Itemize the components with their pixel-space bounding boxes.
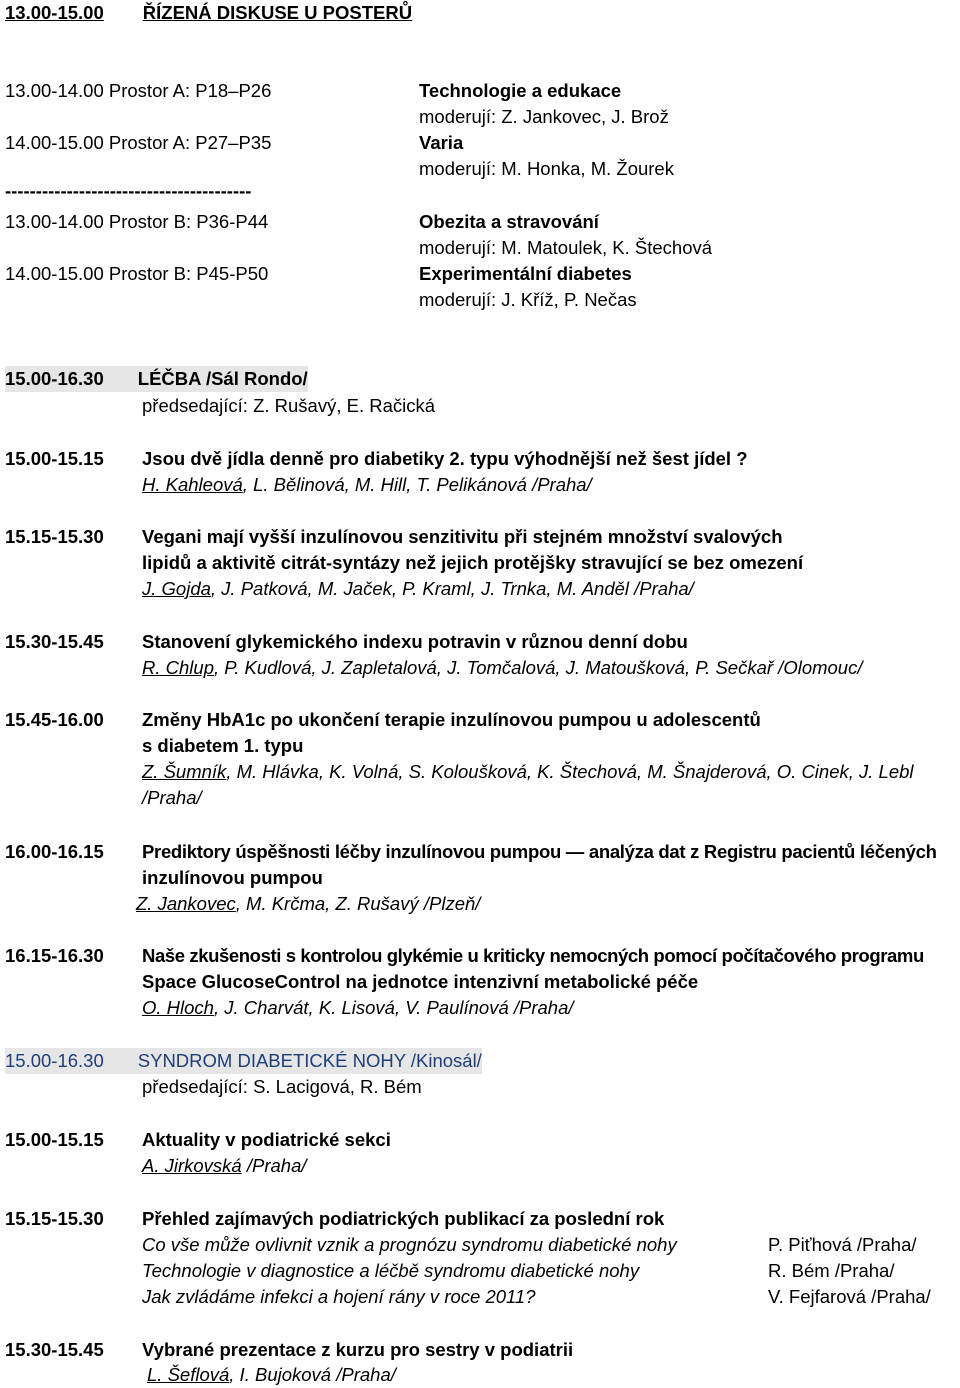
talk-authors: L. Šeflová, I. Bujoková /Praha/: [147, 1364, 396, 1385]
poster-row-3-moderators: moderují: M. Matoulek, K. Štechová: [419, 237, 713, 258]
first-author: Z. Jankovec: [136, 893, 236, 914]
poster-row-1-left: 13.00-14.00 Prostor A: P18–P26: [5, 80, 272, 101]
talk-time: 15.00-15.15: [5, 448, 104, 469]
talk-title-cont: lipidů a aktivitě citrát-syntázy než jejich protějšky stravující se bez omezení: [142, 552, 804, 573]
talk-time: 15.00-15.15: [5, 1129, 104, 1150]
syndrom-chairs: předsedající: S. Lacigová, R. Bém: [142, 1076, 422, 1097]
first-author: A. Jirkovská: [142, 1155, 242, 1176]
talk-title: Jsou dvě jídla denně pro diabetiky 2. typu výhodnější než šest jídel ?: [142, 448, 748, 469]
poster-row-3-left: 13.00-14.00 Prostor B: P36-P44: [5, 211, 269, 232]
poster-row-1-topic: Technologie a edukace: [419, 80, 622, 101]
poster-row-1-moderators: moderují: Z. Jankovec, J. Brož: [419, 106, 669, 127]
sub-talk-title: Technologie v diagnostice a léčbě syndromu diabetické nohy: [142, 1260, 640, 1281]
poster-row-3-topic: Obezita a stravování: [419, 211, 599, 232]
poster-row-4-moderators: moderují: J. Kříž, P. Nečas: [419, 289, 637, 310]
talk-title: Vybrané prezentace z kurzu pro sestry v podiatrii: [142, 1339, 574, 1360]
talk-title: Přehled zajímavých podiatrických publikací za poslední rok: [142, 1208, 665, 1229]
syndrom-title: SYNDROM DIABETICKÉ NOHY /Kinosál/: [137, 1050, 482, 1071]
talk-time: 15.45-16.00: [5, 709, 104, 730]
talk-title: Stanovení glykemického indexu potravin v různou denní dobu: [142, 631, 688, 652]
talk-time: 16.15-16.30: [5, 945, 104, 966]
talk-authors: R. Chlup, P. Kudlová, J. Zapletalová, J. Tomčalová, J. Matoušková, P. Sečkař /Olomouc/: [142, 657, 863, 678]
talk-title-cont: Space GlucoseControl na jednotce intenzivní metabolické péče: [142, 971, 699, 992]
poster-header: [5, 0, 412, 26]
sub-talk-title: Jak zvládáme infekci a hojení rány v roce 2011?: [142, 1286, 536, 1307]
first-author: O. Hloch: [142, 997, 214, 1018]
talk-title-cont: inzulínovou pumpou: [142, 867, 323, 888]
sub-talk-title: Co vše může ovlivnit vznik a prognózu syndromu diabetické nohy: [142, 1234, 677, 1255]
lecba-time: 15.00-16.30: [5, 368, 104, 389]
talk-title: Naše zkušenosti s kontrolou glykémie u kriticky nemocných pomocí počítačového programu: [142, 945, 924, 966]
syndrom-time: 15.00-16.30: [5, 1050, 104, 1071]
poster-title: ŘÍZENÁ DISKUSE U POSTERŮ: [142, 2, 413, 23]
talk-time: 15.30-15.45: [5, 1339, 104, 1360]
talk-title-cont: s diabetem 1. typu: [142, 735, 304, 756]
poster-time: 13.00-15.00: [5, 2, 104, 23]
talk-time: 15.30-15.45: [5, 631, 104, 652]
talk-time: 15.15-15.30: [5, 526, 104, 547]
syndrom-session-header: [5, 1048, 482, 1074]
poster-row-2-left: 14.00-15.00 Prostor A: P27–P35: [5, 132, 272, 153]
poster-row-2-moderators: moderují: M. Honka, M. Žourek: [419, 158, 674, 179]
first-author: J. Gojda: [142, 578, 211, 599]
talk-authors: A. Jirkovská /Praha/: [142, 1155, 307, 1176]
talk-authors: J. Gojda, J. Patková, M. Jaček, P. Kraml, J. Trnka, M. Anděl /Praha/: [142, 578, 694, 599]
talk-title: Prediktory úspěšnosti léčby inzulínovou pumpou — analýza dat z Registru pacientů léčených: [142, 841, 937, 862]
talk-authors: Z. Šumník, M. Hlávka, K. Volná, S. Koloušková, K. Štechová, M. Šnajderová, O. Cinek, J. Lebl: [142, 761, 914, 782]
sub-talk-author: P. Piťhová /Praha/: [768, 1234, 917, 1255]
first-author: L. Šeflová: [147, 1364, 230, 1385]
first-author: Z. Šumník: [142, 761, 227, 782]
first-author: R. Chlup: [142, 657, 214, 678]
talk-title: Vegani mají vyšší inzulínovou senzitivitu při stejném množství svalových: [142, 526, 783, 547]
poster-row-4-topic: Experimentální diabetes: [419, 263, 632, 284]
lecba-chairs: předsedající: Z. Rušavý, E. Račická: [142, 395, 436, 416]
talk-time: 15.15-15.30: [5, 1208, 104, 1229]
talk-title: Aktuality v podiatrické sekci: [142, 1129, 391, 1150]
lecba-title: LÉČBA /Sál Rondo/: [137, 368, 308, 389]
talk-authors: H. Kahleová, L. Bělinová, M. Hill, T. Pelikánová /Praha/: [142, 474, 592, 495]
first-author: H. Kahleová: [142, 474, 243, 495]
talk-title: Změny HbA1c po ukončení terapie inzulínovou pumpou u adolescentů: [142, 709, 761, 730]
sub-talk-author: V. Fejfarová /Praha/: [768, 1286, 931, 1307]
talk-authors-cont: /Praha/: [142, 787, 202, 808]
lecba-session-header: [5, 366, 308, 392]
poster-row-2-topic: Varia: [419, 132, 464, 153]
poster-row-4-left: 14.00-15.00 Prostor B: P45-P50: [5, 263, 269, 284]
sub-talk-author: R. Bém /Praha/: [768, 1260, 895, 1281]
talk-time: 16.00-16.15: [5, 841, 104, 862]
talk-authors: O. Hloch, J. Charvát, K. Lisová, V. Paulínová /Praha/: [142, 997, 574, 1018]
talk-authors: Z. Jankovec, M. Krčma, Z. Rušavý /Plzeň/: [136, 893, 481, 914]
poster-separator: ----------------------------------------: [5, 180, 252, 201]
